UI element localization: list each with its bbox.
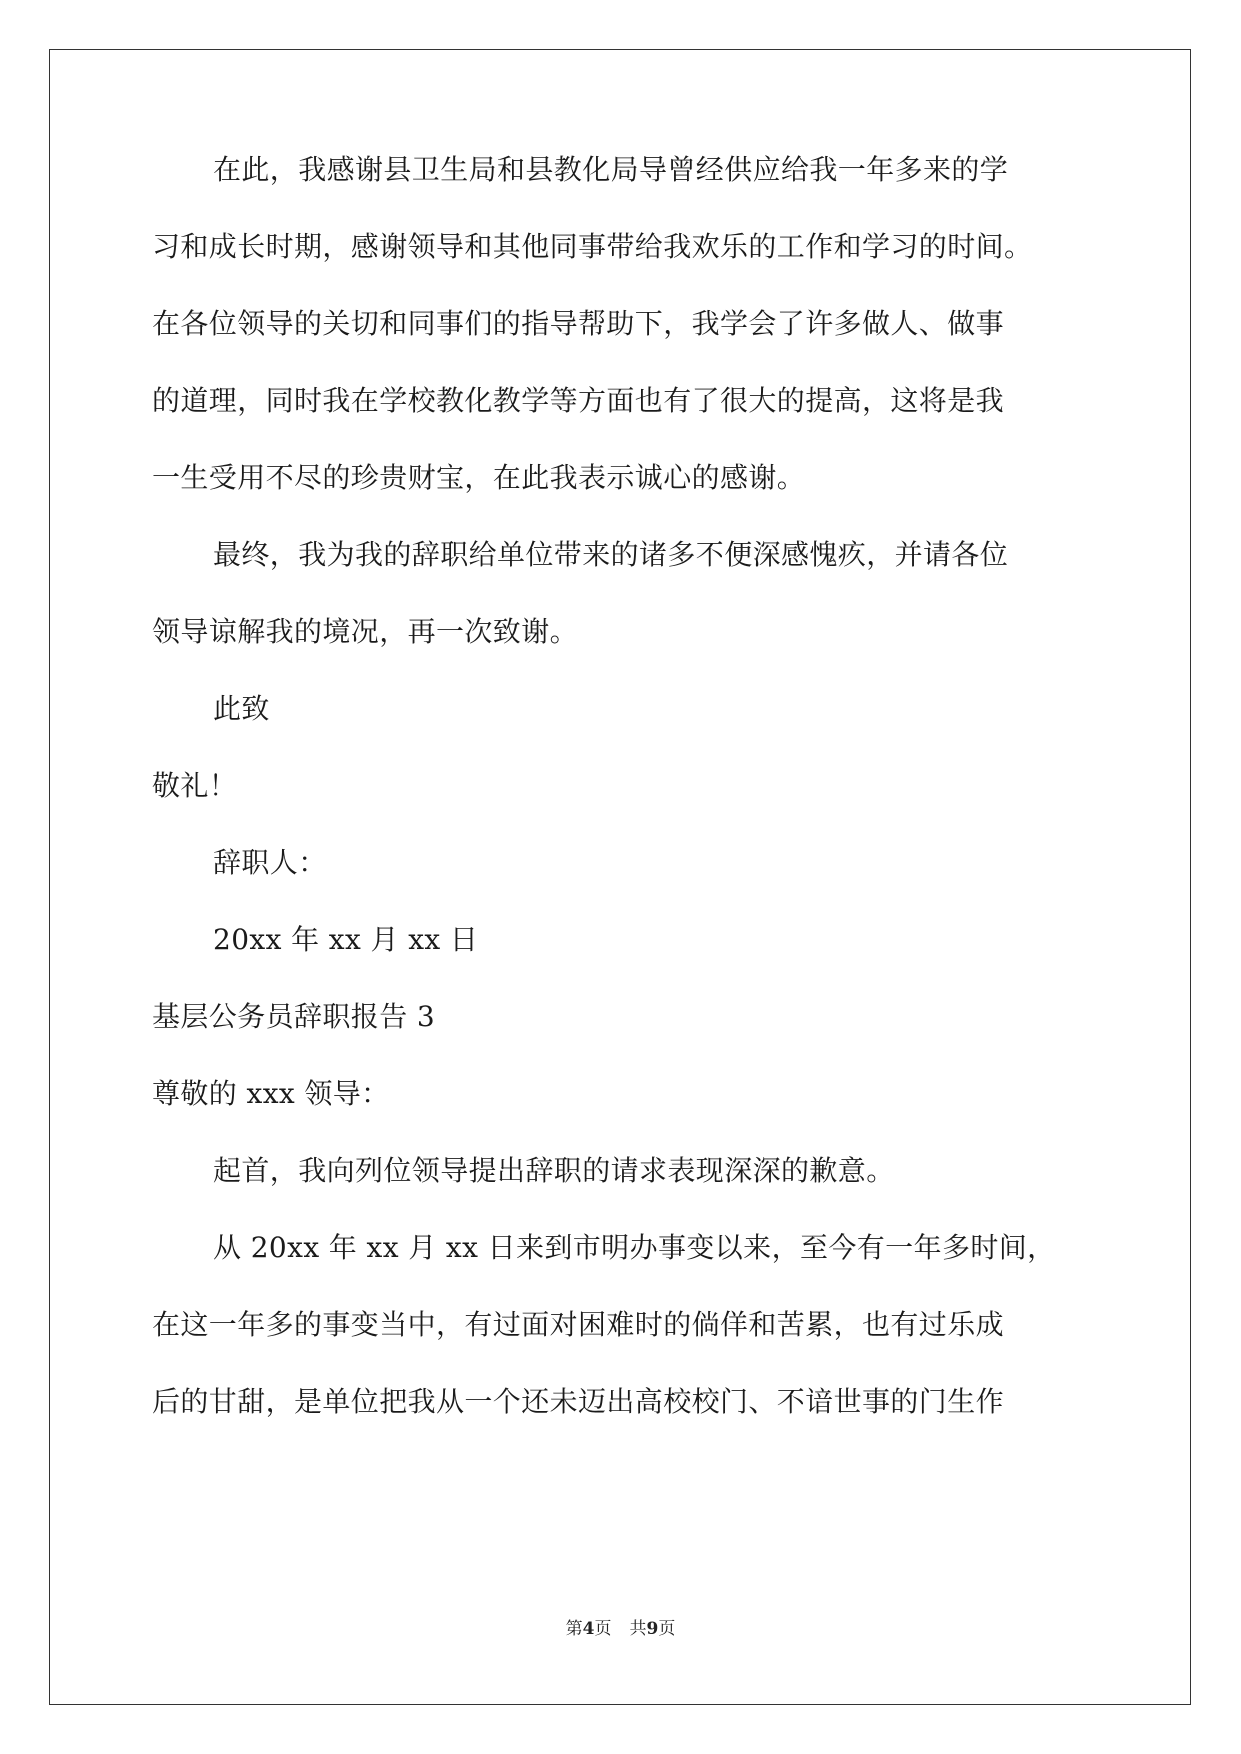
paragraph-line: 后的甘甜，是单位把我从一个还未迈出高校校门、不谙世事的门生作	[152, 1385, 1005, 1418]
date-line: 20xx 年 xx 月 xx 日	[213, 923, 479, 956]
page-prefix: 第	[565, 1619, 583, 1639]
paragraph-line: 的道理，同时我在学校教化教学等方面也有了很大的提高，这将是我	[152, 384, 1005, 417]
page-footer	[0, 1619, 1241, 1639]
signature-label: 辞职人：	[213, 846, 327, 879]
section-title: 基层公务员辞职报告 3	[152, 1000, 436, 1033]
page-suffix: 页	[594, 1619, 612, 1639]
paragraph-line: 起首，我向列位领导提出辞职的请求表现深深的歉意。	[213, 1154, 895, 1187]
paragraph-line: 在此，我感谢县卫生局和县教化局导曾经供应给我一年多来的学	[213, 153, 1009, 186]
paragraph-line: 领导谅解我的境况，再一次致谢。	[152, 615, 579, 648]
paragraph-line: 在各位领导的关切和同事们的指导帮助下，我学会了许多做人、做事	[152, 307, 1005, 340]
total-suffix: 页	[658, 1619, 676, 1639]
closing-salutation: 此致	[213, 692, 270, 725]
paragraph-line: 最终，我为我的辞职给单位带来的诸多不便深感愧疚，并请各位	[213, 538, 1009, 571]
paragraph-line: 习和成长时期，感谢领导和其他同事带给我欢乐的工作和学习的时间。	[152, 230, 1033, 263]
paragraph-line: 在这一年多的事变当中，有过面对困难时的倘佯和苦累，也有过乐成	[152, 1308, 1005, 1341]
paragraph-line: 一生受用不尽的珍贵财宝，在此我表示诚心的感谢。	[152, 461, 806, 494]
paragraph-line: 从 20xx 年 xx 月 xx 日来到市明办事变以来，至今有一年多时间，	[213, 1231, 1056, 1264]
page-current: 4	[582, 1619, 595, 1639]
total-prefix: 共	[629, 1619, 647, 1639]
greeting-line: 尊敬的 xxx 领导：	[152, 1077, 390, 1110]
page-total: 9	[646, 1619, 659, 1639]
closing-respect: 敬礼！	[152, 769, 238, 802]
